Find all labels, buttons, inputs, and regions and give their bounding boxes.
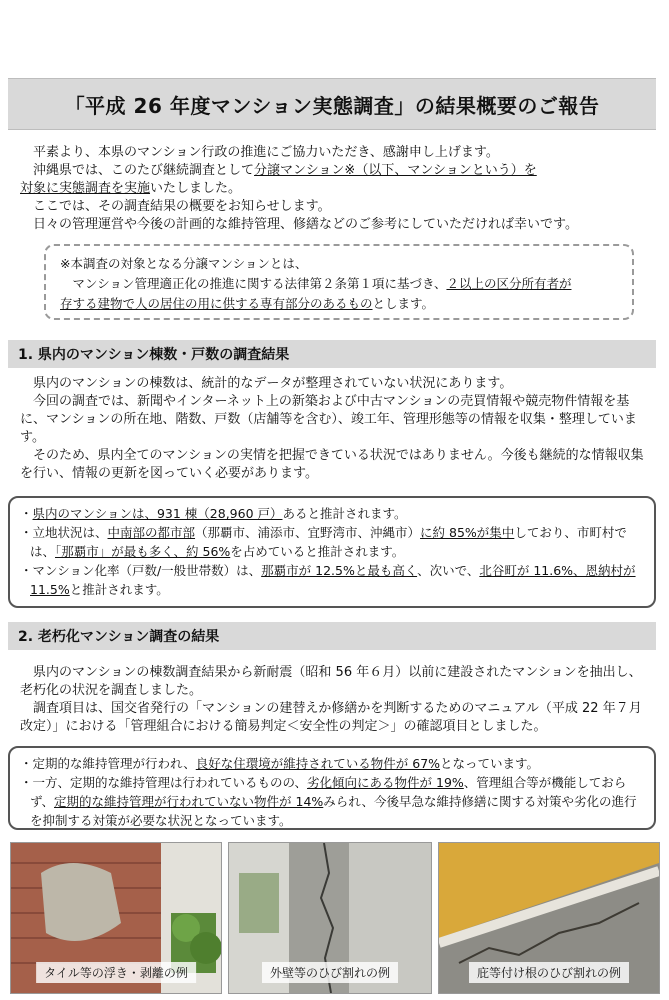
summary-item: [20, 504, 644, 523]
intro-line-2: [20, 162, 652, 180]
intro-underlined: 分譲マンション※（以下、マンションという）を: [254, 163, 537, 178]
title-bar: [8, 78, 656, 130]
text: みられ、今後早急な維持修繕に関する対策や劣化の進行を抑制する対策が必要な状況となっています。: [30, 794, 637, 828]
intro-line-1: 平素より、本県のマンション行政の推進にご協力いただき、感謝申し上げます。: [33, 145, 499, 160]
photo-eave-crack: [438, 842, 660, 994]
text: あると推計されます。: [282, 506, 407, 521]
sec2-para-2: 調査項目は、国交省発行の「マンションの建替えか修繕かを判断するためのマニュアル（平成 22 年７月改定）」における「管理組合における簡易判定＜安全性の判定＞」の確認項目としました。: [20, 701, 642, 734]
highlight: 良好な住環境が維持されている物件が 67%: [195, 756, 441, 771]
note-text: マンション管理適正化の推進に関する法律第２条第１項に基づき、: [72, 276, 447, 291]
sec2-para-1: 県内のマンションの棟数調査結果から新耐震（昭和 56 年６月）以前に建設されたマンションを抽出し、老朽化の状況を調査しました。: [20, 665, 642, 698]
intro-line-4: ここでは、その調査結果の概要をお知らせします。: [33, 199, 331, 214]
bullet: ・: [20, 506, 33, 521]
intro-line-5: 日々の管理運営や今後の計画的な維持管理、修繕などのご参考にしていただければ幸いです。: [33, 217, 578, 232]
note-underlined: 存する建物で人の居住の用に供する専有部分のあるもの: [60, 296, 373, 311]
intro-text: いたしました。: [150, 181, 242, 196]
intro-underlined: 対象に実態調査を実施: [20, 181, 151, 196]
note-text: とします。: [372, 296, 435, 311]
section-1-heading: 1. 県内のマンション棟数・戸数の調査結果: [8, 340, 656, 368]
highlight: 「那覇市」が最も多く、約 56%: [55, 544, 231, 559]
highlight: 中南部の都市部: [107, 525, 196, 540]
section-1-summary: [8, 496, 656, 608]
sec1-para-2: 今回の調査では、新聞やインターネット上の新築および中古マンションの売買情報や競売物件情報を基に、マンションの所在地、階数、戸数（店舗等を含む）、竣工年、管理形態等の情報を収集・整理しています。: [20, 394, 637, 445]
section-2-heading: 2. 老朽化マンション調査の結果: [8, 622, 656, 650]
text: ・マンション化率（戸数/一般世帯数）は、: [20, 563, 262, 578]
highlight: 劣化傾向にある物件が 19%: [307, 775, 464, 790]
note-line-1: ※本調査の対象となる分譲マンションとは、: [60, 256, 308, 271]
text: と推計されます。: [69, 582, 169, 597]
sec1-para-3: そのため、県内全てのマンションの実情を把握できている状況ではありません。今後も継続的な情報収集を行い、情報の更新を図っていく必要があります。: [20, 448, 644, 481]
summary-item: [20, 523, 644, 561]
summary-item: [20, 561, 644, 599]
text: ・定期的な維持管理が行われ、: [20, 756, 196, 771]
text: ・一方、定期的な維持管理は行われているものの、: [20, 775, 308, 790]
page-title: 「平成 26 年度マンション実態調査」の結果概要のご報告: [64, 93, 600, 118]
highlight: に約 85%が集中: [420, 525, 515, 540]
photo-caption: 庇等付け根のひび割れの例: [469, 962, 629, 983]
sec1-para-1: 県内のマンションの棟数は、統計的なデータが整理されていない状況にあります。: [33, 376, 513, 391]
note-line-3: [60, 294, 618, 314]
summary-item: [20, 773, 644, 830]
definition-note: [44, 244, 634, 320]
highlight: 北谷町が 11.6%、恩納村が 11.5%: [30, 563, 636, 597]
section-2-summary: [8, 746, 656, 830]
text: （那覇市、浦添市、宜野湾市、沖縄市）: [195, 525, 421, 540]
text: を占めていると推計されます。: [230, 544, 405, 559]
intro: [20, 144, 652, 234]
note-underlined: ２以上の区分所有者が: [446, 276, 572, 291]
text: しており、市町村では、: [30, 525, 627, 559]
highlight: 県内のマンションは、931 棟（28,960 戸）: [32, 506, 283, 521]
photo-caption: タイル等の浮き・剥離の例: [36, 962, 196, 983]
section-2-body: [20, 664, 652, 736]
section-1-body: [20, 375, 652, 483]
text: ・立地状況は、: [20, 525, 108, 540]
photo-wall-crack: [228, 842, 432, 994]
text: となっています。: [440, 756, 540, 771]
highlight: 那覇市が 12.5%と最も高く: [261, 563, 418, 578]
summary-item: [20, 754, 644, 773]
photo-tile-peeling: [10, 842, 222, 994]
note-line-2: [60, 274, 618, 294]
intro-line-3: [20, 180, 652, 198]
text: 、管理組合等が機能しておらず、: [30, 775, 627, 809]
intro-text: 沖縄県では、このたび継続調査として: [33, 163, 255, 178]
highlight: 定期的な維持管理が行われていない物件が 14%: [54, 794, 324, 809]
text: 、次いで、: [417, 563, 480, 578]
photo-caption: 外壁等のひび割れの例: [262, 962, 398, 983]
